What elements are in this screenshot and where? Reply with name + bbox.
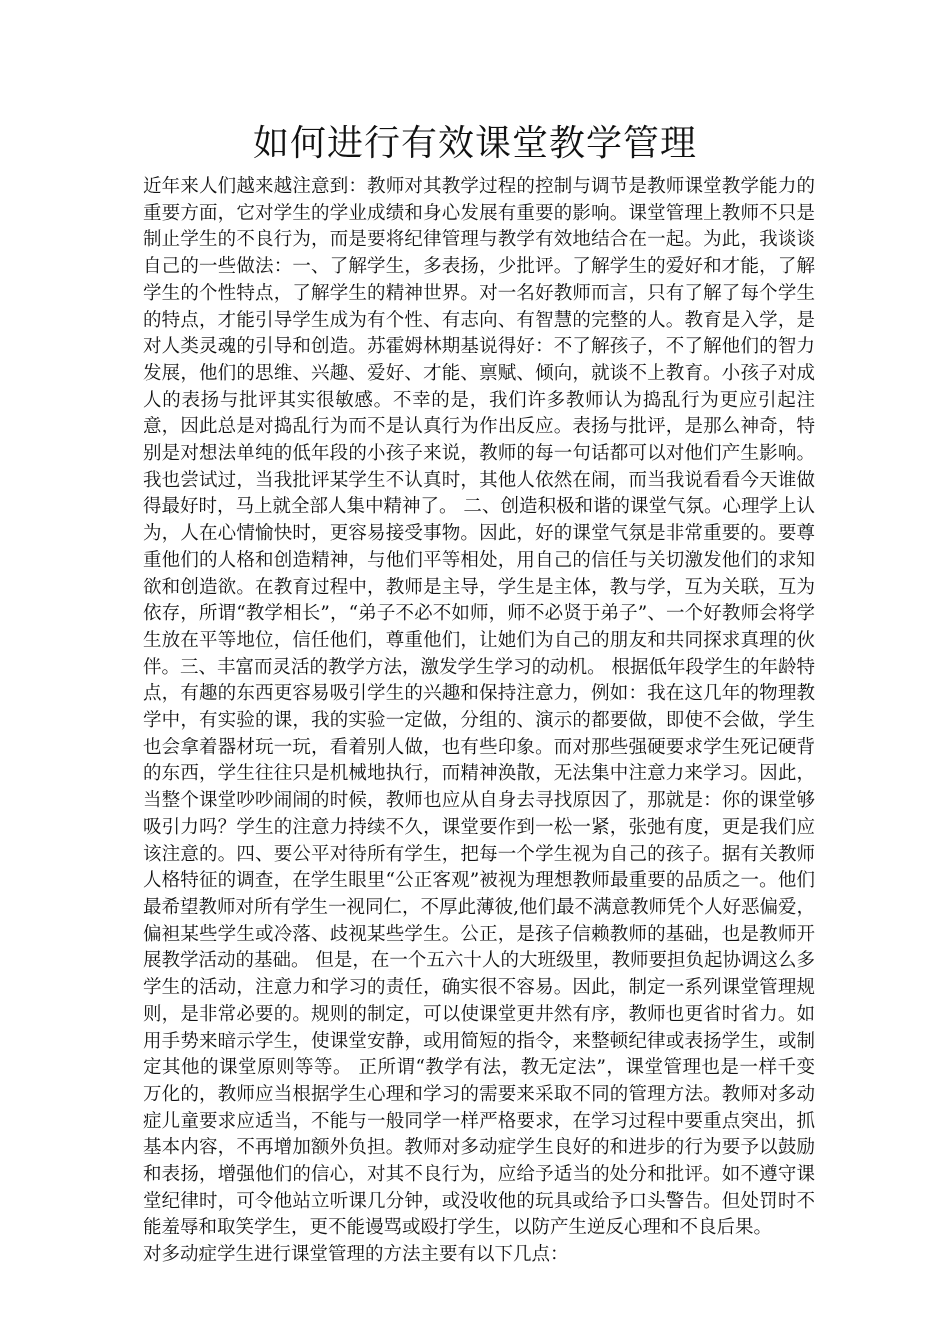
document-body (143, 174, 815, 1269)
body-paragraph: 对多动症学生进行课堂管理的方法主要有以下几点： (143, 1244, 569, 1266)
document-title: 如何进行有效课堂教学管理 (252, 123, 697, 164)
body-paragraph: 近年来人们越来越注意到：教师对其教学过程的控制与调节是教师课堂教学能力的重要方面，它对学生的学业成绩和身心发展有重要的影响。课堂管理上教师不只是制止学生的不良行为，而是要将纪律管理与教学有效地结合在一起。为此，我谈谈自己的一些做法：一、了解学生，多表扬，少批评。了解学生的爱好和才能，了解学生的个性特点，了解学生的精神世界。对一名好教师而言，只有了解了每个学生的特点，才能引导学生成为有个性、有志向、有智慧的完整的人。教育是入学，是对人类灵魂的引导和创造。苏霍姆林期基说得好：不了解孩子，不了解他们的智力发展，他们的思维、兴趣、爱好、才能、禀赋、倾向，就谈不上教育。小孩子对成人的表扬与批评其实很敏感。不幸的是，我们许多教师认为捣乱行为更应引起注意，因此总是对捣乱行为而不是认真行为作出反应。表扬与批评，是那么神奇，特别是对想法单纯的低年段的小孩子来说，教师的每一句话都可以对他们产生影响。我也尝试过，当我批评某学生不认真时，其他人依然在闹，而当我说看看今天谁做得最好时，马上就全部人集中精神了。 二、创造积极和谐的课堂气氛。心理学上认为，人在心情愉快时，更容易接受事物。因此，好的课堂气氛是非常重要的。要尊重他们的人格和创造精神，与他们平等相处，用自己的信任与关切激发他们的求知欲和创造欲。在教育过程中，教师是主导，学生是主体，教与学，互为关联，互为依存，所谓“教学相长”，“弟子不必不如师，师不必贤于弟子”、一个好教师会将学生放在平等地位，信任他们，尊重他们，让她们为自己的朋友和共同探求真理的伙伴。三、丰富而灵活的教学方法，激发学生学习的动机。 根据低年段学生的年龄特点，有趣的东西更容易吸引学生的兴趣和保持注意力，例如：我在这几年的物理教学中，有实验的课，我的实验一定做，分组的、演示的都要做，即使不会做，学生也会拿着器材玩一玩，看着别人做，也有些印象。而对那些强硬要求学生死记硬背的东西，学生往往只是机械地执行，而精神涣散，无法集中注意力来学习。因此，当整个课堂吵吵闹闹的时候，教师也应从自身去寻找原因了，那就是：你的课堂够吸引力吗？学生的注意力持续不久，课堂要作到一松一紧，张弛有度，更是我们应该注意的。四、要公平对待所有学生，把每一个学生视为自己的孩子。据有关教师人格特征的调查，在学生眼里“公正客观”被视为理想教师最重要的品质之一。他们最希望教师对所有学生一视同仁，不厚此薄彼,他们最不满意教师凭个人好恶偏爱，偏袒某些学生或冷落、歧视某些学生。公正，是孩子信赖教师的基础，也是教师开展教学活动的基础。 但是，在一个五六十人的大班级里，教师要担负起协调这么多学生的活动，注意力和学习的责任，确实很不容易。因此，制定一系列课堂管理规则，是非常必要的。规则的制定，可以使课堂更井然有序，教师也更省时省力。如用手势来暗示学生，使课堂安静，或用简短的指令，来整顿纪律或表扬学生，或制定其他的课堂原则等等。 正所谓“教学有法，教无定法”，课堂管理也是一样千变万化的，教师应当根据学生心理和学习的需要来采取不同的管理方法。教师对多动症儿童要求应适当，不能与一般同学一样严格要求，在学习过程中要重点突出，抓基本内容，不再增加额外负担。教师对多动症学生良好的和进步的行为要予以鼓励和表扬，增强他们的信心，对其不良行为，应给予适当的处分和批评。如不遵守课堂纪律时，可令他站立听课几分钟，或没收他的玩具或给予口头警告。但处罚时不能羞辱和取笑学生，更不能谩骂或殴打学生，以防产生逆反心理和不良后果。 (143, 176, 815, 1239)
